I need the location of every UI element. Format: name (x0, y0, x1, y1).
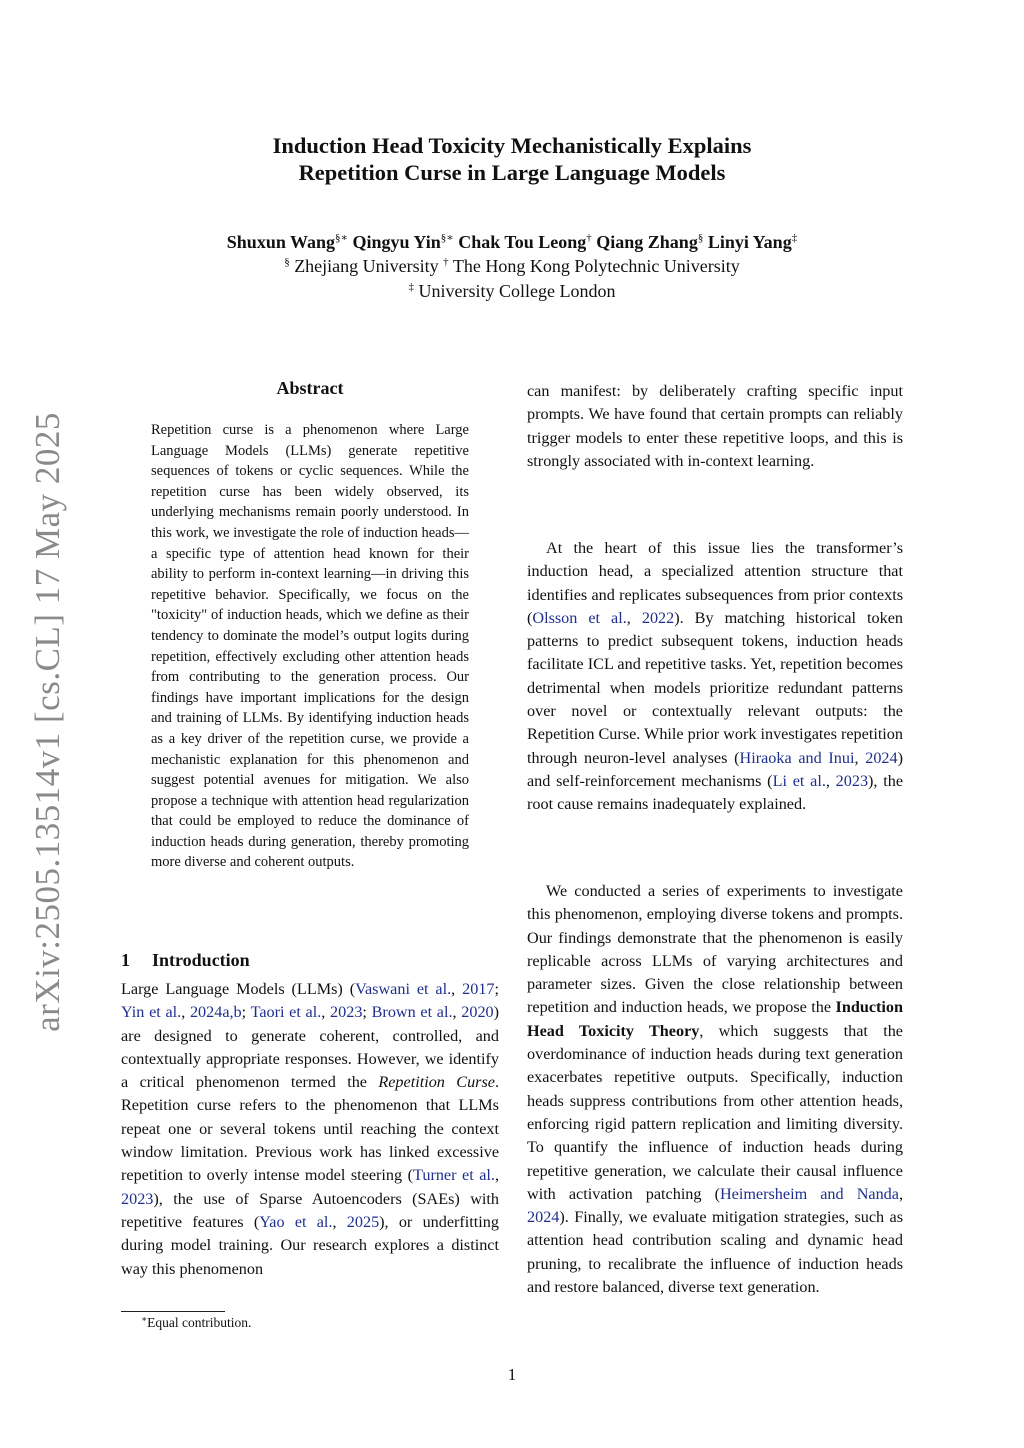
section-heading-introduction (121, 950, 250, 971)
paragraph-experiments: We conducted a series of experiments to investigate this phenomenon, employing diverse tokens and prompts. Our findings demonstrate that the phenomenon is easily replicable across LLMs of varying architectures and parameter sizes. Given the close relationship between repetition and induction heads, we propose the Induction Head Toxicity Theory, which suggests that the overdominance of induction heads during text generation exacerbates repetitive outputs. Specifically, induction heads suppress contributions from other attention heads, enforcing rigid pattern replication and limiting diversity. To quantify the influence of induction heads during repetitive generation, we calculate their causal influence with activation patching (Heimersheim and Nanda, 2024). Finally, we evaluate mitigation strategies, such as attention head contribution scaling and dynamic head pruning, to recalibrate the influence of induction heads and restore balanced, diverse text generation. (527, 882, 903, 1297)
citation-link[interactable]: 2024a,b (189, 1003, 242, 1022)
citation-link[interactable]: Vaswani et al. (355, 980, 452, 998)
section-title: Introduction (152, 950, 250, 970)
affiliation-name: Zhejiang University (294, 256, 439, 276)
citation-link[interactable]: 2025 (346, 1212, 380, 1231)
author-mark: † (586, 232, 592, 244)
title-line-1: Induction Head Toxicity Mechanistically Explains (272, 133, 752, 158)
section-number: 1 (121, 950, 130, 970)
author-name: Linyi Yang (707, 232, 792, 252)
affiliation-line-2 (0, 279, 1024, 304)
affiliation-name: University College London (418, 281, 616, 301)
citation-link[interactable]: 2024 (527, 1208, 560, 1227)
citation-link[interactable]: Hiraoka and Inui (739, 748, 855, 767)
citation-link[interactable]: Olsson et al. (532, 608, 627, 627)
affiliation-mark: † (443, 256, 449, 268)
paper-title (0, 132, 1024, 186)
paragraph-induction-head: At the heart of this issue lies the transformer’s induction head, a specialized attention structure that identifies and replicates subsequences from prior contexts (Olsson et al., 2022). By matching historical token patterns to predict subsequent tokens, induction heads facilitate ICL and repetitive tasks. Yet, repetition becomes detrimental when models prioritize redundant patterns over novel or contextually relevant outputs: the Repetition Curse. While prior work investigates repetition through neuron-level analyses (Hiraoka and Inui, 2024) and self-reinforcement mechanisms (Li et al., 2023), the root cause remains inadequately explained. (527, 539, 904, 814)
footnote-text: Equal contribution. (147, 1315, 252, 1330)
author-block (0, 230, 1024, 304)
citation-link[interactable]: Brown et al. (371, 1003, 453, 1022)
citation-link[interactable]: Heimersheim and Nanda (719, 1184, 899, 1203)
author-mark: ‡ (791, 232, 798, 244)
author-name: Qiang Zhang (596, 232, 698, 252)
citation-link[interactable]: 2023 (121, 1189, 154, 1208)
citation-link[interactable]: Taori et al. (250, 1003, 322, 1022)
author-mark: § (697, 232, 704, 244)
author-mark: §∗ (335, 232, 349, 244)
citation-link[interactable]: Li et al. (772, 771, 826, 790)
page-number: 1 (507, 1365, 517, 1384)
author-mark: §∗ (440, 232, 454, 244)
citation-link[interactable]: Yin et al. (121, 1003, 182, 1022)
title-line-2: Repetition Curse in Large Language Models (298, 160, 726, 185)
author-name: Chak Tou Leong (458, 232, 587, 252)
abstract-heading: Abstract (276, 378, 344, 398)
affiliation-name: The Hong Kong Polytechnic University (452, 256, 740, 276)
citation-link[interactable]: 2024 (865, 748, 898, 767)
author-name: Qingyu Yin (352, 232, 441, 252)
footnote-divider (121, 1311, 225, 1312)
footnote-mark: ∗ (141, 1314, 148, 1324)
citation-link[interactable]: Turner et al. (413, 1166, 495, 1185)
citation-link[interactable]: 2023 (330, 1003, 363, 1022)
introduction-paragraph: Large Language Models (LLMs) (Vaswani et al., 2017; Yin et al., 2024a,b; Taori et al., 2023; Brown et al., 2020) are designed to generate coherent, controlled, and contextually appropriate responses. However, we identify a critical phenomenon termed the Repetition Curse. Repetition curse refers to the phenomenon that LLMs repeat one or several tokens until reaching the context window limitation. Previous work has linked excessive repetition to overly intense model steering (Turner et al., 2023), the use of Sparse Autoencoders (SAEs) with repetitive features (Yao et al., 2025), or underfitting during model training. Our research explores a distinct way this phenomenon (121, 980, 500, 1278)
theory-name: Induction Head Toxicity Theory (527, 998, 903, 1040)
arxiv-identifier-stamp: arXiv:2505.13514v1 [cs.CL] 17 May 2025 (28, 412, 67, 1032)
affiliation-line-1 (0, 254, 1024, 279)
citation-link[interactable]: 2017 (462, 980, 495, 998)
citation-link[interactable]: 2023 (835, 771, 869, 790)
citation-link[interactable]: 2020 (461, 1003, 494, 1022)
term-repetition-curse: Repetition Curse (378, 1073, 495, 1092)
paragraph-continuation: can manifest: by deliberately crafting specific input prompts. We have found that certain prompts can reliably trigger models to enter these repetitive loops, and this is strongly associated with in-context learning. (527, 382, 903, 470)
affiliation-mark: ‡ (408, 281, 414, 293)
citation-link[interactable]: Yao et al. (259, 1212, 333, 1231)
footnote (141, 1315, 251, 1331)
author-list (0, 230, 1024, 254)
author-name: Shuxun Wang (226, 232, 336, 252)
affiliation-mark: § (284, 256, 290, 268)
citation-link[interactable]: 2022 (641, 608, 675, 627)
abstract-text: Repetition curse is a phenomenon where Large Language Models (LLMs) generate repetitive sequences of tokens or cyclic sequences. While the repetition curse has been widely observed, its underlying mechanisms remain poorly understood. In this work, we investigate the role of induction heads—a specific type of attention head known for their ability to perform in-context learning—in driving this repetitive behavior. Specifically, we focus on the "toxicity" of induction heads, which we define as their tendency to dominate the model’s output logits during repetition, effectively excluding other attention heads from contributing to the generation process. Our findings have important implications for the design and training of LLMs. By identifying induction heads as a key driver of the repetition curse, we provide a mechanistic explanation for this phenomenon and suggest potential avenues for mitigation. We also propose a technique with attention head regularization that could be employed to reduce the dominance of induction heads during generation, thereby promoting more diverse and coherent outputs. (151, 422, 469, 871)
